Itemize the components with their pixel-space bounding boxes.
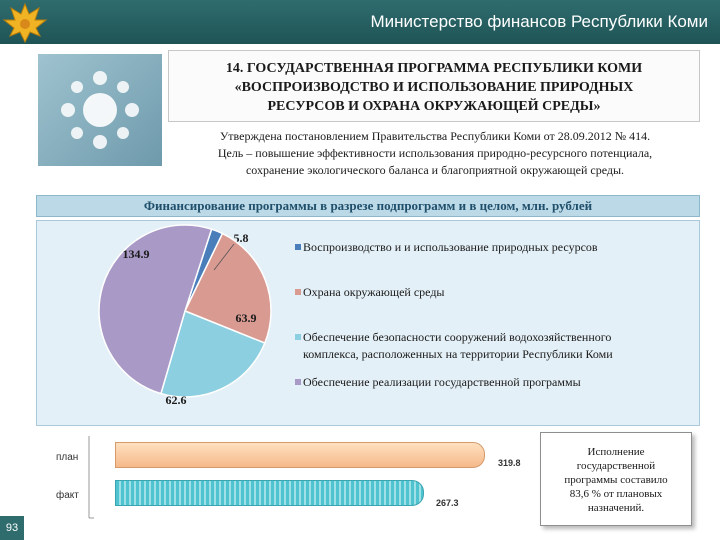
legend-item — [303, 284, 688, 301]
legend-label: Воспроизводство и и использование природных ресурсов — [303, 240, 598, 254]
description-line: Утверждена постановлением Правительства Республики Коми от 28.09.2012 № 414. — [219, 129, 651, 143]
decorative-circles-image — [38, 54, 162, 166]
pie-data-label: 5.8 — [233, 231, 249, 245]
page-number: 93 — [0, 516, 24, 540]
bar-value-label: 319.8 — [498, 458, 521, 468]
legend-item — [303, 374, 688, 391]
legend-swatch — [295, 244, 301, 250]
legend-item — [303, 239, 688, 256]
financing-title: Финансирование программы в разрезе подпрограмм и в целом, млн. рублей — [36, 195, 700, 217]
legend-swatch — [295, 379, 301, 385]
bar-fact — [115, 480, 424, 506]
pie-data-label: 63.9 — [235, 311, 257, 325]
execution-line: Исполнение — [587, 446, 645, 458]
pie-data-label: 62.6 — [165, 393, 187, 407]
execution-line: назначений. — [587, 502, 645, 514]
bar-plan — [115, 442, 485, 468]
bar-value-label: 267.3 — [436, 498, 459, 508]
pie-chart — [36, 220, 296, 426]
komi-emblem-icon — [0, 0, 50, 50]
legend-label: Охрана окружающей среды — [303, 285, 445, 299]
program-title-line: РЕСУРСОВ И ОХРАНА ОКРУЖАЮЩЕЙ СРЕДЫ» — [267, 99, 601, 114]
execution-line: государственной — [576, 460, 656, 472]
header-bar — [0, 0, 720, 44]
legend-swatch — [295, 289, 301, 295]
bar-chart-axis — [84, 436, 94, 520]
execution-note — [540, 432, 692, 526]
legend-item — [303, 329, 688, 363]
bar-category-label: план — [56, 452, 79, 463]
description-line: сохранение экологического баланса и благоприятной окружающей среды. — [245, 163, 625, 177]
legend-swatch — [295, 334, 301, 340]
execution-line: программы составило — [564, 474, 668, 486]
legend-label: комплекса, расположенных на территории Республики Коми — [303, 347, 613, 361]
program-title-box — [168, 50, 700, 122]
pie-data-label: 134.9 — [122, 247, 150, 261]
ministry-title: Министерство финансов Республики Коми — [370, 12, 708, 31]
description-line: Цель – повышение эффективности использования природно-ресурсного потенциала, — [217, 146, 653, 160]
legend-label: Обеспечение реализации государственной программы — [303, 375, 581, 389]
legend-label: Обеспечение безопасности сооружений водохозяйственного — [303, 330, 612, 344]
execution-line: 83,6 % от плановых — [569, 488, 663, 500]
program-title-line: 14. ГОСУДАРСТВЕННАЯ ПРОГРАММА РЕСПУБЛИКИ КОМИ — [225, 61, 643, 76]
program-description — [170, 128, 700, 179]
program-title-line: «ВОСПРОИЗВОДСТВО И ИСПОЛЬЗОВАНИЕ ПРИРОДНЫХ — [234, 80, 634, 95]
bar-category-label: факт — [56, 490, 79, 501]
